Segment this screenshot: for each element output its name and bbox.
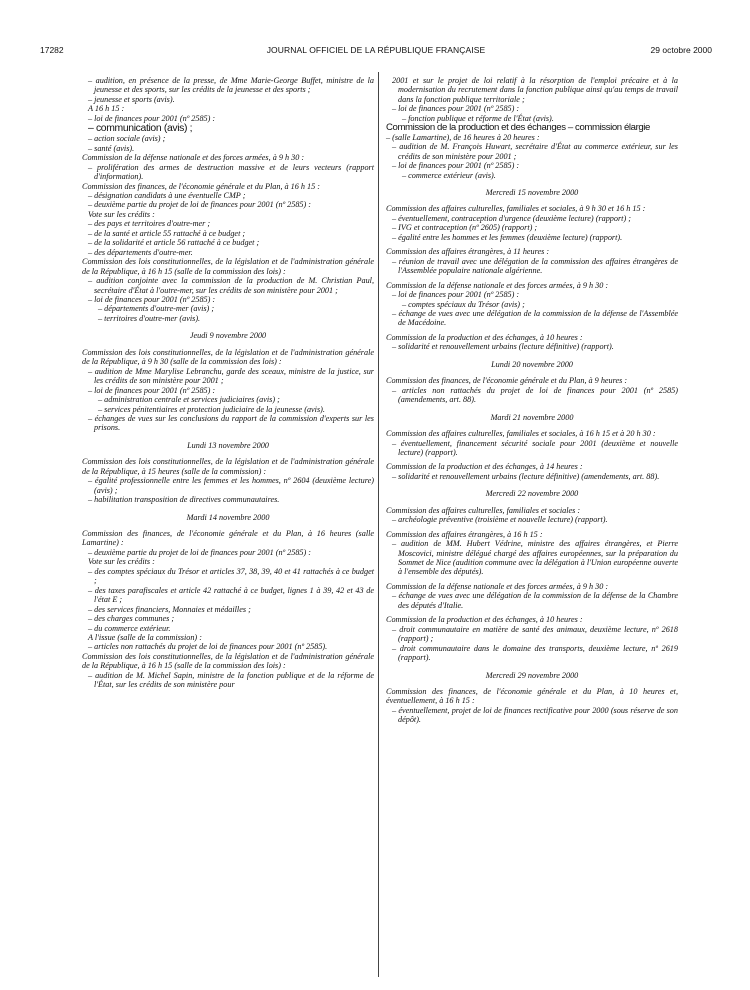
list-item: – égalité professionnelle entre les femmes et les hommes, nº 2604 (deuxième lecture) (avis) ;	[88, 476, 374, 495]
list-item: – échanges de vues sur les conclusions du rapport de la commission d'experts sur les prisons.	[88, 413, 374, 433]
list-item: Vote sur les crédits :	[88, 557, 155, 567]
list-item: – habilitation transposition de directives communautaires.	[88, 495, 280, 505]
list-item: – des taxes parafiscales et article 42 rattaché à ce budget, lignes 1 à 39, 42 et 43 de l'état E ;	[88, 585, 374, 605]
list-item: – égalité entre les hommes et les femmes (deuxième lecture) (rapport).	[392, 232, 623, 242]
sub-list-item: – fonction publique et réforme de l'État (avis).	[402, 113, 554, 123]
list-item: – échange de vues avec une délégation de la commission de la défense de la Chambre des députés d'Italie.	[392, 591, 678, 610]
list-item: – loi de finances pour 2001 (nº 2585) :	[88, 113, 216, 123]
list-item: – santé (avis).	[88, 143, 135, 153]
agenda-entry: Commission des lois constitutionnelles, de la législation et de l'administration générale de la République, à 16 h 15 (salle de la commission des lois) :	[82, 257, 374, 276]
list-item: – prolifération des armes de destruction massive et de leurs vecteurs (rapport d'information).	[88, 162, 374, 182]
page-number: 17282	[40, 45, 64, 55]
list-item: – loi de finances pour 2001 (nº 2585) :	[88, 385, 216, 395]
agenda-entry: Commission des affaires étrangères, à 16 h 15 :	[386, 529, 543, 539]
list-item: Vote sur les crédits :	[88, 209, 155, 219]
list-item: – loi de finances pour 2001 (nº 2585) :	[392, 161, 520, 171]
list-item: – des pays et territoires d'outre-mer ;	[88, 219, 211, 229]
list-item: – archéologie préventive (troisième et nouvelle lecture) (rapport).	[392, 515, 608, 525]
list-item: – communication (avis) ;	[88, 123, 193, 135]
agenda-entry: Commission des lois constitutionnelles, de la législation et de l'administration générale de la République, à 15 heures (salle de la commission) :	[82, 457, 374, 476]
list-item: – deuxième partie du projet de loi de finances pour 2001 (nº 2585) :	[88, 547, 312, 557]
agenda-entry: Commission de la production et des échanges – commission élargie	[386, 122, 650, 134]
right-column	[386, 76, 678, 725]
list-item: – IVG et contraception (nº 2605) (rapport) ;	[392, 223, 538, 233]
sub-list-item: – administration centrale et services judiciaires (avis) ;	[98, 395, 280, 405]
agenda-entry: – (salle Lamartine), de 16 heures à 20 heures :	[386, 132, 540, 142]
agenda-entry: Commission des finances, de l'économie générale et du Plan, à 16 h 15 :	[82, 181, 321, 191]
list-item: – des départements d'outre-mer.	[88, 247, 193, 257]
sub-list-item: – départements d'outre-mer (avis) ;	[98, 304, 215, 314]
list-item: – articles non rattachés du projet de loi de finances pour 2001 (nº 2585).	[88, 642, 328, 652]
agenda-entry: Commission des affaires étrangères, à 11 heures :	[386, 247, 550, 257]
list-item: – de la santé et article 55 rattaché à ce budget ;	[88, 228, 246, 238]
list-item: – des charges communes ;	[88, 614, 175, 624]
date-heading: Mercredi 29 novembre 2000	[485, 670, 579, 680]
list-item: – solidarité et renouvellement urbains (lecture définitive) (rapport).	[392, 342, 614, 352]
agenda-entry: Commission de la défense nationale et des forces armées, à 9 h 30 :	[386, 280, 609, 290]
list-item: – de la solidarité et article 56 rattaché à ce budget ;	[88, 238, 260, 248]
date-heading: Mercredi 15 novembre 2000	[485, 187, 579, 197]
date-heading: Lundi 13 novembre 2000	[187, 440, 269, 450]
date-heading: Lundi 20 novembre 2000	[491, 359, 573, 369]
date-heading: Mardi 14 novembre 2000	[186, 512, 270, 522]
list-item: – audition, en présence de la presse, de Mme Marie-George Buffet, ministre de la jeunesse et des sports, sur les crédits de la jeunesse et des sports ;	[88, 76, 374, 95]
list-item: – audition de M. Michel Sapin, ministre de la fonction publique et de la réforme de l'État, sur les crédits de son ministère pour	[88, 670, 374, 690]
list-item: – solidarité et renouvellement urbains (lecture définitive) (amendements, art. 88).	[392, 471, 660, 481]
agenda-entry: Commission des finances, de l'économie générale et du Plan, à 10 heures et, éventuellement, à 16 h 15 :	[386, 687, 678, 706]
column-divider	[378, 72, 379, 977]
list-item: – articles non rattachés du projet de loi de finances pour 2001 (nº 2585) (amendements, art. 88).	[392, 385, 678, 405]
left-column	[82, 76, 374, 690]
agenda-entry: Commission des affaires culturelles, familiales et sociales, à 9 h 30 et 16 h 15 :	[386, 204, 646, 214]
list-item: – loi de finances pour 2001 (nº 2585) :	[392, 290, 520, 300]
list-item: – échange de vues avec une délégation de la commission de la défense de l'Assemblée de Macédoine.	[392, 308, 678, 328]
page-header	[40, 45, 712, 59]
list-item: 2001 et sur le projet de loi relatif à la résorption de l'emploi précaire et à la modernisation du recrutement dans la fonction publique ainsi qu'au temps de travail dans la fonction publique territoriale ;	[392, 76, 678, 104]
list-item: – du commerce extérieur.	[88, 623, 171, 633]
list-item: A 16 h 15 :	[88, 104, 125, 114]
list-item: – réunion de travail avec une délégation de la commission des affaires étrangères de l'Assemblée populaire nationale algérienne.	[392, 256, 678, 276]
list-item: – éventuellement, contraception d'urgence (deuxième lecture) (rapport) ;	[392, 213, 631, 223]
agenda-entry: Commission des finances, de l'économie générale et du Plan, à 16 heures (salle Lamartine) :	[82, 529, 374, 548]
list-item: – loi de finances pour 2001 (nº 2585) :	[392, 104, 520, 114]
agenda-entry: Commission des affaires culturelles, familiales et sociales :	[386, 505, 581, 515]
list-item: – droit communautaire en matière de santé des animaux, deuxième lecture, nº 2618 (rapport) ;	[392, 624, 678, 644]
sub-list-item: – comptes spéciaux du Trésor (avis) ;	[402, 299, 525, 309]
sub-list-item: – commerce extérieur (avis).	[402, 170, 496, 180]
list-item: – éventuellement, projet de loi de finances rectificative pour 2000 (sous réserve de son dépôt).	[392, 705, 678, 725]
sub-list-item: – services pénitentiaires et protection judiciaire de la jeunesse (avis).	[98, 404, 325, 414]
list-item: – droit communautaire dans le domaine des transports, deuxième lecture, nº 2619 (rapport).	[392, 643, 678, 663]
date-heading: Mardi 21 novembre 2000	[490, 412, 574, 422]
list-item: – deuxième partie du projet de loi de finances pour 2001 (nº 2585) :	[88, 200, 312, 210]
agenda-entry: Commission de la production et des échanges, à 14 heures :	[386, 462, 583, 472]
agenda-entry: Commission de la production et des échanges, à 10 heures :	[386, 332, 583, 342]
sub-list-item: – territoires d'outre-mer (avis).	[98, 313, 201, 323]
issue-date: 29 octobre 2000	[650, 45, 712, 55]
agenda-entry: Commission des finances, de l'économie générale et du Plan, à 9 heures :	[386, 376, 628, 386]
list-item: – désignation candidats à une éventuelle CMP ;	[88, 190, 246, 200]
list-item: – des comptes spéciaux du Trésor et articles 37, 38, 39, 40 et 41 rattachés à ce budget ;	[88, 566, 374, 586]
list-item: – loi de finances pour 2001 (nº 2585) :	[88, 294, 216, 304]
list-item: – éventuellement, financement sécurité sociale pour 2001 (deuxième et nouvelle lecture) (rapport).	[392, 438, 678, 457]
agenda-entry: Commission des affaires culturelles, familiales et sociales, à 16 h 15 et à 20 h 30 :	[386, 429, 656, 439]
list-item: – action sociale (avis) ;	[88, 134, 166, 144]
agenda-entry: Commission de la défense nationale et des forces armées, à 9 h 30 :	[386, 581, 609, 591]
agenda-entry: Commission de la production et des échanges, à 10 heures :	[386, 615, 583, 625]
journal-title: JOURNAL OFFICIEL DE LA RÉPUBLIQUE FRANÇAISE	[266, 45, 486, 55]
list-item: A l'issue (salle de la commission) :	[88, 633, 202, 643]
agenda-entry: Commission des lois constitutionnelles, de la législation et de l'administration générale de la République, à 16 h 15 (salle de la commission des lois) :	[82, 651, 374, 671]
list-item: – audition de MM. Hubert Védrine, ministre des affaires étrangères, et Pierre Moscovici, ministre délégué chargé des affaires européennes, sur la préparation du Sommet de Nice (audition commune avec la délégation à l'Union européenne ouverte à l'ensemble des députés).	[392, 539, 678, 577]
agenda-entry: Commission des lois constitutionnelles, de la législation et de l'administration générale de la République, à 9 h 30 (salle de la commission des lois) :	[82, 347, 374, 367]
list-item: – jeunesse et sports (avis).	[88, 94, 175, 104]
list-item: – audition de M. François Huwart, secrétaire d'État au commerce extérieur, sur les crédits de son ministère pour 2001 ;	[392, 142, 678, 161]
agenda-entry: Commission de la défense nationale et des forces armées, à 9 h 30 :	[82, 153, 305, 163]
date-heading: Jeudi 9 novembre 2000	[189, 331, 267, 341]
list-item: – des services financiers, Monnaies et médailles ;	[88, 604, 251, 614]
date-heading: Mercredi 22 novembre 2000	[485, 489, 579, 499]
list-item: – audition de Mme Marylise Lebranchu, garde des sceaux, ministre de la justice, sur les crédits de son ministère pour 2001 ;	[88, 366, 374, 386]
list-item: – audition conjointe avec la commission de la production de M. Christian Paul, secrétaire d'État à l'outre-mer, sur les crédits de son ministère pour 2001 ;	[88, 276, 374, 295]
